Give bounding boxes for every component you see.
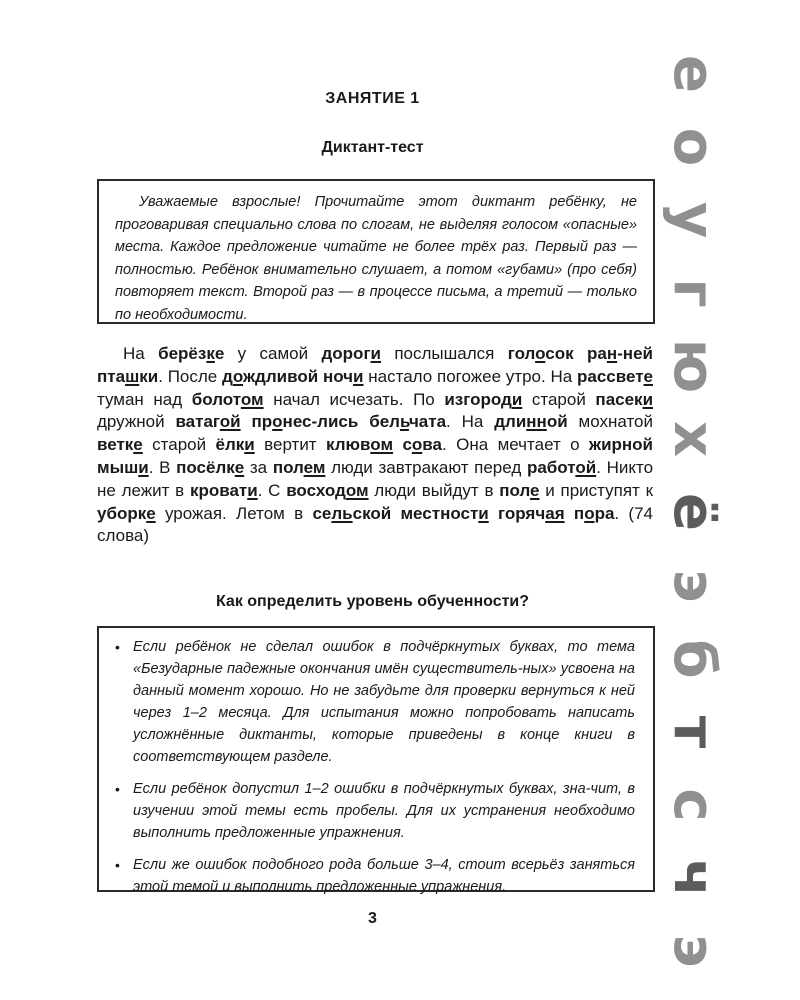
checked-letter: е [234, 457, 245, 477]
key-word-part [146, 504, 155, 523]
key-word-part [133, 435, 142, 454]
plain-text: мохнатой [567, 412, 653, 432]
plain-text: . С [257, 480, 287, 500]
key-word-part: ветк [97, 435, 134, 455]
margin-letter: э [661, 569, 726, 603]
checked-letter: о [232, 366, 243, 386]
checked-letter: е [530, 480, 540, 500]
key-word-part [241, 390, 264, 409]
margin-letter: х [661, 420, 726, 458]
plain-text: дружной [97, 412, 176, 432]
assessment-item: • Если ребёнок не сделал ошибок в подчёркнутых буквах, то тема «Безударные падежные окончания имён существитель-ных» усвоена на данный момент хорошо. Но не забудьте для проверки вернуться к ней через 1–2 месяца. Для испытания можно попробовать написать усложнённые диктанты, которые приведены в конце книги в соответствующем разделе. [133, 636, 635, 768]
plain-text: у самой [224, 344, 322, 363]
key-word-part: ва [422, 435, 442, 455]
checked-letter: и [478, 503, 489, 523]
key-word-part: дли [494, 412, 527, 432]
key-word-part: восход [286, 480, 346, 500]
margin-letter: у [661, 201, 726, 239]
plain-text: . Никто не лежит в [97, 457, 654, 500]
checked-letter: и [244, 435, 255, 455]
instructions-text: Уважаемые взрослые! Прочитайте этот диктант ребёнку, не проговаривая специально слова по слогам, не выделяя голосом «опасные» места. Каждое предложение читайте не более трёх раз. Первый раз — полностью. Ребёнок внимательно слушает, а потом «губами» (про себя) повторяет текст. Второй раз — в процессе письма, а третий — только по необходимости. [115, 194, 637, 323]
key-word-part: пта [97, 366, 126, 386]
margin-letter: о [661, 127, 726, 167]
plain-text: . (74 слова) [97, 503, 653, 546]
key-word-part: кроват [189, 480, 248, 500]
plain-text [565, 504, 574, 523]
checked-letter: ой [219, 412, 241, 432]
key-word-part: ки [139, 366, 159, 386]
key-word-part: ноч [322, 366, 354, 386]
checked-letter: ой [575, 457, 597, 477]
checked-letter: и [511, 389, 523, 409]
plain-text: . На [446, 412, 495, 432]
checked-letter: ом [345, 480, 369, 500]
key-word-part: чата [408, 412, 447, 432]
key-word-part [125, 367, 139, 386]
checked-letter: н [606, 344, 618, 363]
margin-letter: э [661, 934, 726, 968]
lesson-title: ЗАНЯТИЕ 1 [325, 90, 420, 107]
margin-letter: ё [661, 493, 726, 531]
checked-letter: к [206, 344, 215, 363]
plain-text: На [123, 344, 159, 363]
key-word-part: местност [400, 503, 479, 523]
key-word-part [371, 344, 381, 363]
key-word-part [575, 458, 596, 477]
key-word-part [370, 435, 393, 454]
checked-letter: и [138, 457, 149, 477]
checked-letter: ш [125, 366, 140, 386]
key-word-part [206, 344, 215, 363]
checked-letter: е [643, 366, 653, 386]
plain-text: старой [522, 389, 596, 409]
key-word-part: пасек [595, 389, 643, 409]
key-word-part [412, 435, 422, 454]
key-word-part: жирной [589, 435, 654, 455]
key-word-part: е [214, 344, 225, 363]
key-word-part: горяч [498, 503, 546, 523]
assessment-item: • Если ребёнок допустил 1–2 ошибки в подчёркнутых буквах, зна-чит, в изучении этой темы есть пробелы. Для их устранения необходимо выполнить предложенные упражнения. [133, 778, 635, 844]
key-word-part [331, 504, 352, 523]
plain-text: . Она мечтает о [441, 435, 590, 455]
plain-text: настало погожее утро. На [363, 366, 577, 386]
assessment-title: Как определить уровень обученности? [215, 593, 530, 610]
key-word-part [244, 435, 254, 454]
assessment-box [97, 626, 655, 895]
key-word-part: ждливой [243, 366, 319, 386]
key-word-part: нес-лись [282, 412, 359, 432]
checked-letter: о [584, 503, 595, 523]
key-word-part [526, 412, 547, 431]
plain-text: послышался [380, 344, 508, 363]
key-word-part: -ней [617, 344, 653, 363]
key-word-part: рассвет [577, 366, 644, 386]
checked-letter: и [247, 480, 258, 500]
dictation-subtitle: Диктант-тест [321, 139, 424, 156]
margin-letter: ю [661, 338, 726, 394]
dictation-text [97, 343, 653, 548]
plain-text [358, 412, 369, 431]
plain-text: и приступят к [539, 480, 654, 500]
key-word-part [478, 504, 488, 523]
plain-text: старой [142, 435, 216, 455]
checked-letter: ь [399, 412, 409, 432]
checked-letter: и [370, 344, 381, 363]
key-word-part [535, 344, 545, 363]
decorative-letter-strip [648, 40, 738, 990]
key-word-part: клюв [326, 435, 371, 455]
assessment-list [133, 636, 635, 898]
plain-text [489, 504, 498, 523]
checked-letter: ль [331, 503, 353, 523]
plain-text: урожая. Летом в [155, 503, 313, 523]
key-word-part [607, 344, 617, 363]
key-word-part: с [402, 435, 412, 455]
assessment-item: • Если же ошибок подобного рода больше 3–4, стоит всерьёз заняться этой темой и выполнить предложенные упражнения. [133, 854, 635, 898]
key-word-part [272, 412, 282, 431]
key-word-part: пр [251, 412, 273, 432]
checked-letter: е [133, 435, 143, 455]
checked-letter: о [535, 344, 546, 363]
checked-letter: и [642, 389, 654, 409]
key-word-part [353, 367, 363, 386]
key-word-part: работ [526, 457, 576, 477]
key-word-part: се [312, 503, 332, 523]
key-word-part: бел [369, 412, 400, 432]
margin-letter: с [661, 788, 726, 822]
key-word-part: п [573, 503, 585, 523]
key-word-part: сок [545, 344, 574, 363]
key-word-part: пол [272, 457, 304, 477]
key-word-part: ра [587, 344, 607, 363]
key-word-part: посёлк [176, 457, 235, 477]
checked-letter: ом [370, 435, 394, 455]
key-word-part [233, 367, 243, 386]
margin-letter: е [661, 55, 726, 93]
key-word-part: ой [546, 412, 568, 432]
margin-letter: ч [661, 858, 726, 898]
plain-text: люди завтракают перед [325, 457, 527, 477]
checked-letter: ем [303, 457, 326, 477]
plain-text: вертит [254, 435, 327, 455]
key-word-part [545, 504, 564, 523]
checked-letter: ом [240, 389, 264, 409]
plain-text: люди выйдут в [368, 480, 500, 500]
key-word-part: пол [499, 480, 531, 500]
key-word-part: мыш [97, 457, 139, 477]
margin-letter: т [661, 715, 726, 749]
key-word-part [530, 481, 539, 500]
key-word-part: берёз [158, 344, 207, 363]
plain-text: начал исчезать. По [263, 389, 445, 409]
key-word-part [346, 481, 369, 500]
plain-text [241, 412, 252, 431]
plain-text [574, 344, 587, 363]
key-word-part: изгород [444, 389, 512, 409]
key-word-part [138, 458, 148, 477]
key-word-part: дорог [321, 344, 371, 363]
checked-letter: ая [545, 503, 565, 523]
key-word-part: уборк [97, 503, 147, 523]
key-word-part: ра [594, 503, 615, 523]
key-word-part: болот [191, 389, 241, 409]
key-word-part: ёлк [215, 435, 245, 455]
checked-letter: нн [526, 412, 547, 432]
checked-letter: е [146, 503, 156, 523]
plain-text: за [244, 457, 273, 477]
key-word-part [220, 412, 241, 431]
page-number: 3 [368, 910, 377, 927]
key-word-part [400, 412, 409, 431]
key-word-part: гол [507, 344, 536, 363]
instructions-box [97, 179, 655, 324]
checked-letter: и [353, 366, 364, 386]
plain-text: туман над [97, 389, 192, 409]
plain-text: . После [158, 366, 223, 386]
key-word-part [304, 458, 326, 477]
margin-letter: г [661, 278, 726, 308]
key-word-part [584, 504, 594, 523]
plain-text: . В [148, 457, 177, 477]
key-word-part: ской [352, 503, 392, 523]
key-word-part [247, 481, 257, 500]
key-word-part [512, 390, 522, 409]
checked-letter: о [272, 412, 283, 432]
checked-letter: о [411, 435, 423, 455]
key-word-part [235, 458, 244, 477]
key-word-part: ватаг [175, 412, 220, 432]
margin-letter: б [661, 639, 726, 679]
key-word-part: д [222, 366, 233, 386]
